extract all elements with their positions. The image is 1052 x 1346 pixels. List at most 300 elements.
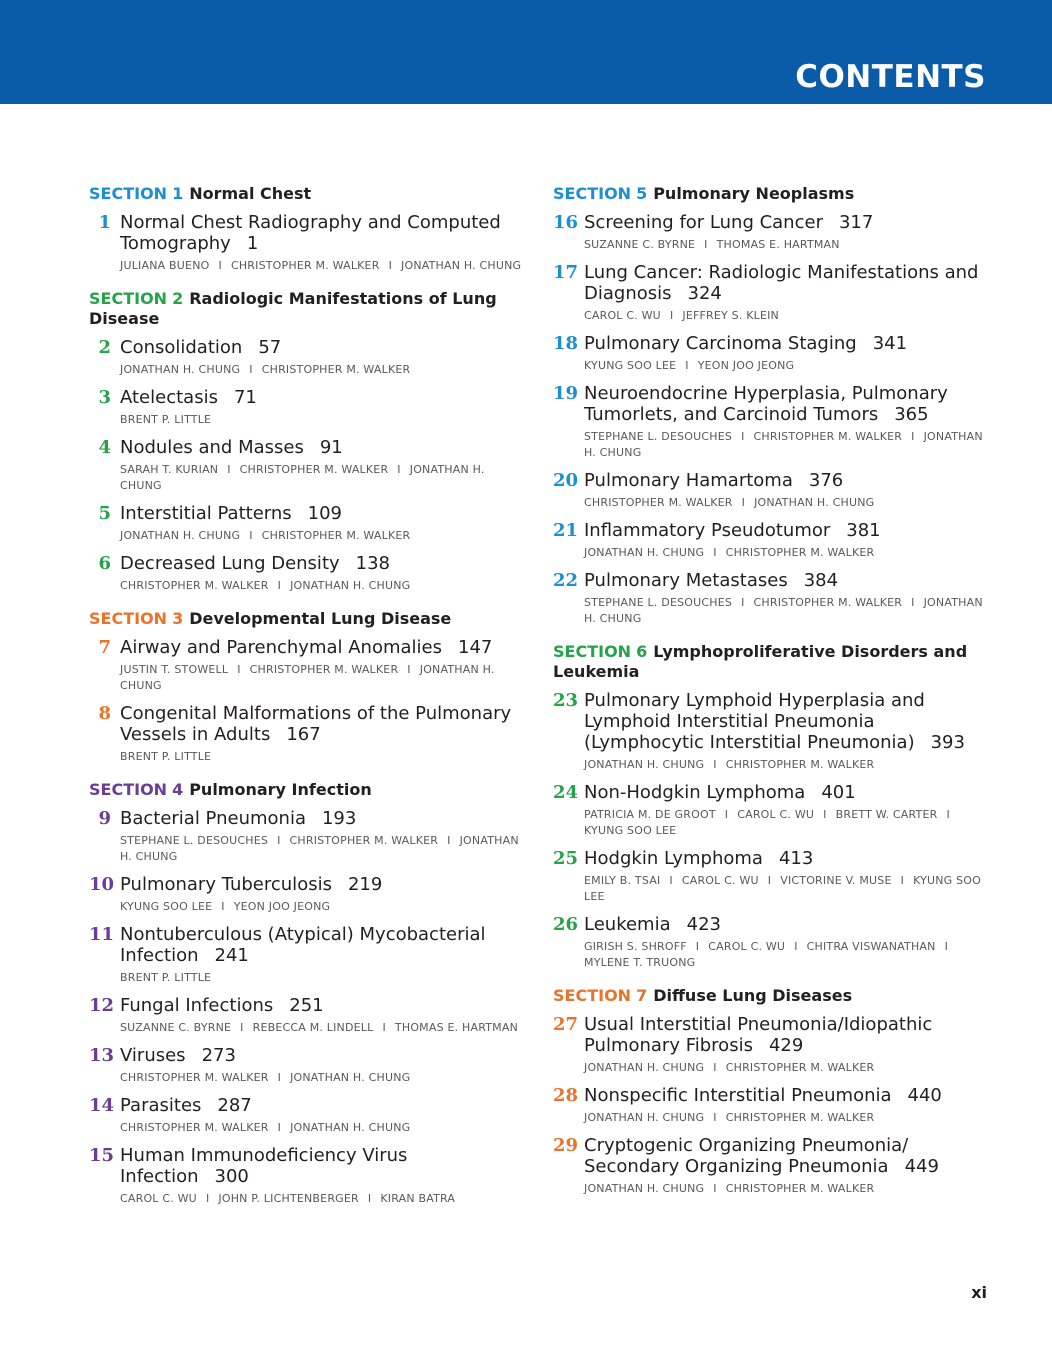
author-name: CHRISTOPHER M. WALKER [753, 430, 903, 443]
section-title: Pulmonary Neoplasms [653, 184, 855, 203]
author-name: CHRISTOPHER M. WALKER [753, 596, 903, 609]
author-name: CHRISTOPHER M. WALKER [120, 1071, 269, 1084]
author-name: CHRISTOPHER M. WALKER [725, 1182, 875, 1195]
chapter-number: 28 [553, 1085, 579, 1106]
chapter-page-number[interactable]: 381 [846, 520, 881, 541]
chapter-title-text[interactable]: Screening for Lung Cancer [584, 212, 823, 233]
section-heading [553, 642, 993, 682]
chapter-authors [584, 495, 993, 511]
chapter-authors [120, 749, 529, 765]
chapter-entry[interactable] [553, 520, 993, 561]
chapter-title[interactable] [584, 333, 993, 354]
chapter-number: 3 [98, 387, 111, 408]
chapter-title[interactable] [584, 570, 993, 591]
author-separator: I [713, 1182, 717, 1195]
chapter-title-text[interactable]: Pulmonary Hamartoma [584, 470, 793, 491]
chapter-entry[interactable] [89, 995, 529, 1036]
chapter-title-text[interactable]: Viruses [120, 1045, 186, 1066]
section-label: SECTION [553, 184, 632, 203]
chapter-title[interactable] [120, 212, 529, 254]
toc-section [89, 184, 529, 274]
author-separator: I [277, 834, 281, 847]
section-heading [553, 986, 993, 1006]
author-separator: I [724, 808, 729, 821]
section-title: Pulmonary Infection [189, 780, 372, 799]
chapter-title-text[interactable]: Non-Hodgkin Lymphoma [584, 782, 806, 803]
chapter-number: 17 [553, 262, 579, 283]
chapter-title-text[interactable]: Pulmonary Lymphoid Hyperplasia and Lymphoid Interstitial Pneumonia (Lymphocytic Interstitial Pneumonia) [584, 690, 925, 753]
chapter-title-text[interactable]: Cryptogenic Organizing Pneumonia/ Secondary Organizing Pneumonia [584, 1135, 909, 1177]
author-separator: I [397, 463, 401, 476]
author-name: BRENT P. LITTLE [120, 971, 212, 984]
author-name: BRENT P. LITTLE [120, 413, 212, 426]
author-name: JONATHAN H. CHUNG [120, 663, 495, 692]
author-name: JONATHAN H. CHUNG [584, 1111, 705, 1124]
chapter-title[interactable] [584, 212, 993, 233]
chapter-page-number[interactable]: 401 [821, 782, 856, 803]
author-name: SARAH T. KURIAN [120, 463, 219, 476]
author-name: KIRAN BATRA [380, 1192, 456, 1205]
author-name: CHRISTOPHER M. WALKER [261, 529, 411, 542]
chapter-title-text[interactable]: Decreased Lung Density [120, 553, 340, 574]
chapter-page-number[interactable]: 300 [214, 1166, 249, 1187]
author-separator: I [249, 529, 253, 542]
toc-section [553, 184, 993, 627]
author-name: SUZANNE C. BYRNE [120, 1021, 232, 1034]
author-name: KYUNG SOO LEE [584, 874, 982, 903]
chapter-title-text[interactable]: Pulmonary Metastases [584, 570, 788, 591]
chapter-page-number[interactable]: 251 [289, 995, 324, 1016]
chapter-title-text[interactable]: Usual Interstitial Pneumonia/Idiopathic Pulmonary Fibrosis [584, 1014, 933, 1056]
chapter-entry[interactable] [553, 914, 993, 971]
toc-section [89, 780, 529, 1207]
toc-left-column [89, 184, 529, 1222]
chapter-title-text[interactable]: Human Immunodeficiency Virus Infection [120, 1145, 408, 1187]
author-name: CAROL C. WU [120, 1192, 197, 1205]
author-name: MYLENE T. TRUONG [584, 956, 696, 969]
chapter-authors [120, 1070, 529, 1086]
chapter-number: 11 [89, 924, 115, 945]
author-name: PATRICIA M. DE GROOT [584, 808, 716, 821]
chapter-authors [584, 545, 993, 561]
chapter-page-number[interactable]: 273 [201, 1045, 236, 1066]
section-number: 2 [172, 289, 184, 308]
chapter-page-number[interactable]: 71 [233, 387, 257, 408]
chapter-title-text[interactable]: Pulmonary Carcinoma Staging [584, 333, 857, 354]
chapter-page-number[interactable]: 1 [246, 233, 259, 254]
chapter-entry[interactable] [89, 637, 529, 694]
author-name: BRETT W. CARTER [835, 808, 938, 821]
author-name: CHRISTOPHER M. WALKER [584, 496, 733, 509]
chapter-entry[interactable] [89, 703, 529, 765]
chapter-title[interactable] [120, 924, 529, 966]
chapter-title[interactable] [120, 553, 529, 574]
chapter-authors [120, 578, 529, 594]
author-separator: I [227, 463, 231, 476]
chapter-entry[interactable] [89, 808, 529, 865]
author-name: THOMAS E. HARTMAN [716, 238, 840, 251]
chapter-page-number[interactable]: 219 [347, 874, 383, 895]
toc-section [89, 289, 529, 594]
chapter-title-text[interactable]: Pulmonary Tuberculosis [120, 874, 332, 895]
author-separator: I [741, 496, 746, 509]
author-separator: I [388, 259, 393, 272]
chapter-title-text[interactable]: Congenital Malformations of the Pulmonary Vessels in Adults [120, 703, 512, 745]
toc-right-column [553, 184, 993, 1212]
author-name: JONATHAN H. CHUNG [290, 579, 411, 592]
chapter-authors [584, 1110, 993, 1126]
author-separator: I [277, 1071, 282, 1084]
chapter-entry[interactable] [553, 1085, 993, 1126]
author-name: CHRISTOPHER M. WALKER [725, 758, 875, 771]
chapter-authors [120, 899, 529, 915]
chapter-title[interactable] [584, 690, 993, 753]
chapter-number: 13 [89, 1045, 115, 1066]
chapter-authors [584, 873, 993, 905]
chapter-entry[interactable] [553, 782, 993, 839]
chapter-page-number[interactable]: 429 [768, 1035, 804, 1056]
chapter-entry[interactable] [89, 553, 529, 594]
chapter-authors [120, 362, 529, 378]
author-separator: I [237, 663, 241, 676]
toc-section [553, 642, 993, 971]
author-name: JONATHAN H. CHUNG [120, 529, 241, 542]
author-separator: I [944, 940, 949, 953]
author-separator: I [447, 834, 451, 847]
author-name: YEON JOO JEONG [233, 900, 331, 913]
section-title: Normal Chest [189, 184, 312, 203]
author-separator: I [911, 430, 915, 443]
author-name: SUZANNE C. BYRNE [584, 238, 696, 251]
chapter-number: 24 [553, 782, 579, 803]
chapter-title[interactable] [120, 1145, 529, 1187]
chapter-title[interactable] [584, 1085, 993, 1106]
section-heading [553, 184, 993, 204]
chapter-authors [120, 970, 529, 986]
chapter-page-number[interactable]: 109 [307, 503, 342, 524]
chapter-title[interactable] [584, 383, 993, 425]
chapter-authors [584, 595, 993, 627]
chapter-authors [584, 429, 993, 461]
author-separator: I [277, 1121, 282, 1134]
author-name: CHRISTOPHER M. WALKER [230, 259, 380, 272]
section-label: SECTION [89, 289, 168, 308]
author-name: JONATHAN H. CHUNG [120, 834, 519, 863]
chapter-authors [120, 1020, 529, 1036]
author-name: JONATHAN H. CHUNG [584, 1061, 705, 1074]
chapter-entry[interactable] [553, 333, 993, 374]
author-name: CHRISTOPHER M. WALKER [289, 834, 439, 847]
chapter-entry[interactable] [553, 212, 993, 253]
author-name: CHITRA VISWANATHAN [806, 940, 936, 953]
chapter-title[interactable] [120, 1095, 529, 1116]
chapter-entry[interactable] [89, 1095, 529, 1136]
chapter-title[interactable] [120, 808, 529, 829]
chapter-page-number[interactable]: 91 [319, 437, 343, 458]
chapter-number: 2 [98, 337, 111, 358]
author-name: CHRISTOPHER M. WALKER [725, 1111, 875, 1124]
chapter-title-text[interactable]: Neuroendocrine Hyperplasia, Pulmonary Tumorlets, and Carcinoid Tumors [584, 383, 948, 425]
chapter-title[interactable] [120, 437, 529, 458]
author-name: CHRISTOPHER M. WALKER [120, 1121, 269, 1134]
chapter-page-number[interactable]: 241 [214, 945, 249, 966]
contents-banner [0, 0, 1052, 104]
chapter-page-number[interactable]: 324 [687, 283, 722, 304]
chapter-page-number[interactable]: 341 [872, 333, 908, 354]
chapter-entry[interactable] [89, 1145, 529, 1207]
section-number: 4 [172, 780, 184, 799]
chapter-number: 23 [553, 690, 579, 711]
author-name: JONATHAN H. CHUNG [584, 596, 983, 625]
chapter-number: 26 [553, 914, 579, 935]
chapter-authors [120, 258, 529, 274]
chapter-authors [584, 358, 993, 374]
author-name: JONATHAN H. CHUNG [120, 363, 241, 376]
section-label: SECTION [89, 609, 168, 628]
section-title: Developmental Lung Disease [189, 609, 452, 628]
chapter-number: 15 [89, 1145, 115, 1166]
author-separator: I [367, 1192, 372, 1205]
chapter-page-number[interactable]: 57 [258, 337, 282, 358]
chapter-entry[interactable] [553, 470, 993, 511]
chapter-entry[interactable] [89, 387, 529, 428]
author-separator: I [407, 663, 411, 676]
chapter-number: 8 [98, 703, 111, 724]
section-number: 1 [172, 184, 184, 203]
author-name: CHRISTOPHER M. WALKER [249, 663, 399, 676]
chapter-title[interactable] [584, 1135, 993, 1177]
author-separator: I [695, 940, 700, 953]
author-name: KYUNG SOO LEE [120, 900, 213, 913]
toc-section [89, 609, 529, 765]
author-name: VICTORINE V. MUSE [780, 874, 892, 887]
chapter-title-text[interactable]: Nontuberculous (Atypical) Mycobacterial Infection [120, 924, 486, 966]
chapter-title-text[interactable]: Consolidation [120, 337, 243, 358]
author-name: EMILY B. TSAI [584, 874, 661, 887]
author-separator: I [669, 309, 674, 322]
section-number: 3 [172, 609, 184, 628]
author-name: JUSTIN T. STOWELL [120, 663, 229, 676]
chapter-number: 10 [89, 874, 115, 895]
chapter-entry[interactable] [553, 690, 993, 773]
chapter-authors [120, 833, 529, 865]
chapter-page-number[interactable]: 449 [904, 1156, 939, 1177]
author-separator: I [382, 1021, 386, 1034]
section-number: 7 [636, 986, 648, 1005]
author-name: JOHN P. LICHTENBERGER [218, 1192, 359, 1205]
chapter-title[interactable] [120, 1045, 529, 1066]
chapter-page-number[interactable]: 147 [458, 637, 493, 658]
chapter-number: 27 [553, 1014, 579, 1035]
chapter-page-number[interactable]: 440 [907, 1085, 942, 1106]
chapter-title[interactable] [584, 470, 993, 491]
chapter-number: 20 [553, 470, 579, 491]
author-separator: I [240, 1021, 244, 1034]
chapter-title[interactable] [584, 848, 993, 869]
page-number: xi [971, 1283, 987, 1302]
author-separator: I [823, 808, 827, 821]
chapter-title-text[interactable]: Normal Chest Radiography and Computed Tomography [120, 212, 501, 254]
chapter-title[interactable] [120, 337, 529, 358]
chapter-title[interactable] [584, 262, 993, 304]
chapter-page-number[interactable]: 393 [930, 732, 965, 753]
section-title: Lymphoproliferative Disorders and Leukemia [553, 642, 968, 681]
chapter-number: 12 [89, 995, 115, 1016]
chapter-title[interactable] [584, 1014, 993, 1056]
chapter-number: 18 [553, 333, 579, 354]
chapter-authors [584, 939, 993, 971]
author-separator: I [911, 596, 915, 609]
author-separator: I [277, 579, 282, 592]
chapter-entry[interactable] [553, 848, 993, 905]
author-name: CAROL C. WU [584, 309, 661, 322]
chapter-title[interactable] [584, 520, 993, 541]
author-separator: I [713, 546, 717, 559]
chapter-entry[interactable] [89, 924, 529, 986]
chapter-page-number[interactable]: 365 [894, 404, 929, 425]
chapter-page-number[interactable]: 167 [286, 724, 321, 745]
author-name: JONATHAN H. CHUNG [584, 1182, 705, 1195]
author-name: KYUNG SOO LEE [584, 359, 677, 372]
author-separator: I [741, 596, 745, 609]
author-separator: I [794, 940, 798, 953]
chapter-entry[interactable] [553, 570, 993, 627]
chapter-title-text[interactable]: Fungal Infections [120, 995, 274, 1016]
author-name: STEPHANE L. DESOUCHES [584, 430, 733, 443]
chapter-entry[interactable] [89, 212, 529, 274]
author-separator: I [946, 808, 950, 821]
section-number: 6 [636, 642, 648, 661]
chapter-entry[interactable] [553, 383, 993, 461]
author-name: YEON JOO JEONG [697, 359, 795, 372]
author-separator: I [767, 874, 772, 887]
author-name: CHRISTOPHER M. WALKER [261, 363, 411, 376]
chapter-title-text[interactable]: Inflammatory Pseudotumor [584, 520, 831, 541]
author-separator: I [900, 874, 905, 887]
chapter-title[interactable] [120, 637, 529, 658]
chapter-title-text[interactable]: Parasites [120, 1095, 202, 1116]
chapter-title[interactable] [120, 703, 529, 745]
chapter-title-text[interactable]: Airway and Parenchymal Anomalies [120, 637, 442, 658]
chapter-title[interactable] [120, 387, 529, 408]
chapter-title[interactable] [120, 874, 529, 895]
chapter-authors [120, 462, 529, 494]
chapter-entry[interactable] [89, 874, 529, 915]
author-name: CHRISTOPHER M. WALKER [725, 1061, 875, 1074]
author-name: JONATHAN H. CHUNG [290, 1121, 411, 1134]
chapter-entry[interactable] [89, 437, 529, 494]
author-name: JONATHAN H. CHUNG [401, 259, 522, 272]
author-separator: I [713, 758, 717, 771]
chapter-page-number[interactable]: 287 [217, 1095, 252, 1116]
toc-section [553, 986, 993, 1197]
chapter-title-text[interactable]: Bacterial Pneumonia [120, 808, 306, 829]
chapter-title-text[interactable]: Interstitial Patterns [120, 503, 292, 524]
chapter-authors [120, 662, 529, 694]
chapter-entry[interactable] [89, 337, 529, 378]
author-name: STEPHANE L. DESOUCHES [120, 834, 269, 847]
chapter-entry[interactable] [89, 503, 529, 544]
section-heading [89, 184, 529, 204]
chapter-title[interactable] [120, 503, 529, 524]
section-label: SECTION [89, 780, 168, 799]
author-name: JONATHAN H. CHUNG [584, 758, 705, 771]
chapter-entry[interactable] [553, 262, 993, 324]
author-name: JONATHAN H. CHUNG [290, 1071, 411, 1084]
chapter-page-number[interactable]: 376 [808, 470, 844, 491]
author-separator: I [249, 363, 253, 376]
chapter-number: 4 [98, 437, 111, 458]
chapter-title-text[interactable]: Lung Cancer: Radiologic Manifestations and Diagnosis [584, 262, 979, 304]
author-name: JULIANA BUENO [120, 259, 210, 272]
chapter-page-number[interactable]: 193 [321, 808, 357, 829]
chapter-number: 7 [98, 637, 111, 658]
author-name: CHRISTOPHER M. WALKER [239, 463, 389, 476]
chapter-page-number[interactable]: 413 [778, 848, 814, 869]
author-separator: I [221, 900, 225, 913]
chapter-number: 22 [553, 570, 579, 591]
chapter-authors [584, 1181, 993, 1197]
chapter-title[interactable] [584, 782, 993, 803]
chapter-authors [120, 1191, 529, 1207]
author-separator: I [713, 1061, 717, 1074]
chapter-title-text[interactable]: Hodgkin Lymphoma [584, 848, 763, 869]
author-separator: I [669, 874, 673, 887]
chapter-title[interactable] [120, 995, 529, 1016]
chapter-number: 5 [98, 503, 111, 524]
chapter-title-text[interactable]: Nodules and Masses [120, 437, 304, 458]
chapter-entry[interactable] [89, 1045, 529, 1086]
chapter-authors [584, 807, 993, 839]
author-name: CAROL C. WU [708, 940, 786, 953]
chapter-title-text[interactable]: Leukemia [584, 914, 671, 935]
chapter-page-number[interactable]: 384 [803, 570, 839, 591]
chapter-number: 29 [553, 1135, 579, 1156]
chapter-authors [584, 237, 993, 253]
author-separator: I [205, 1192, 210, 1205]
section-heading [89, 780, 529, 800]
chapter-entry[interactable] [553, 1135, 993, 1197]
chapter-page-number[interactable]: 423 [686, 914, 721, 935]
chapter-number: 9 [98, 808, 111, 829]
author-name: BRENT P. LITTLE [120, 750, 212, 763]
section-label: SECTION [89, 184, 168, 203]
chapter-number: 6 [98, 553, 111, 574]
chapter-page-number[interactable]: 317 [838, 212, 874, 233]
author-separator: I [741, 430, 745, 443]
chapter-title-text[interactable]: Nonspecific Interstitial Pneumonia [584, 1085, 892, 1106]
chapter-number: 25 [553, 848, 579, 869]
chapter-authors [584, 1060, 993, 1076]
author-separator: I [713, 1111, 717, 1124]
chapter-title-text[interactable]: Atelectasis [120, 387, 218, 408]
chapter-authors [120, 528, 529, 544]
chapter-number: 14 [89, 1095, 115, 1116]
chapter-entry[interactable] [553, 1014, 993, 1076]
chapter-page-number[interactable]: 138 [355, 553, 391, 574]
chapter-title[interactable] [584, 914, 993, 935]
author-name: JONATHAN H. CHUNG [120, 463, 485, 492]
section-label: SECTION [553, 986, 632, 1005]
chapter-number: 1 [98, 212, 111, 233]
chapter-authors [584, 308, 993, 324]
author-name: CAROL C. WU [737, 808, 815, 821]
chapter-number: 16 [553, 212, 579, 233]
section-label: SECTION [553, 642, 632, 661]
author-name: JONATHAN H. CHUNG [584, 546, 705, 559]
author-name: CHRISTOPHER M. WALKER [120, 579, 269, 592]
section-title: Diffuse Lung Diseases [653, 986, 853, 1005]
